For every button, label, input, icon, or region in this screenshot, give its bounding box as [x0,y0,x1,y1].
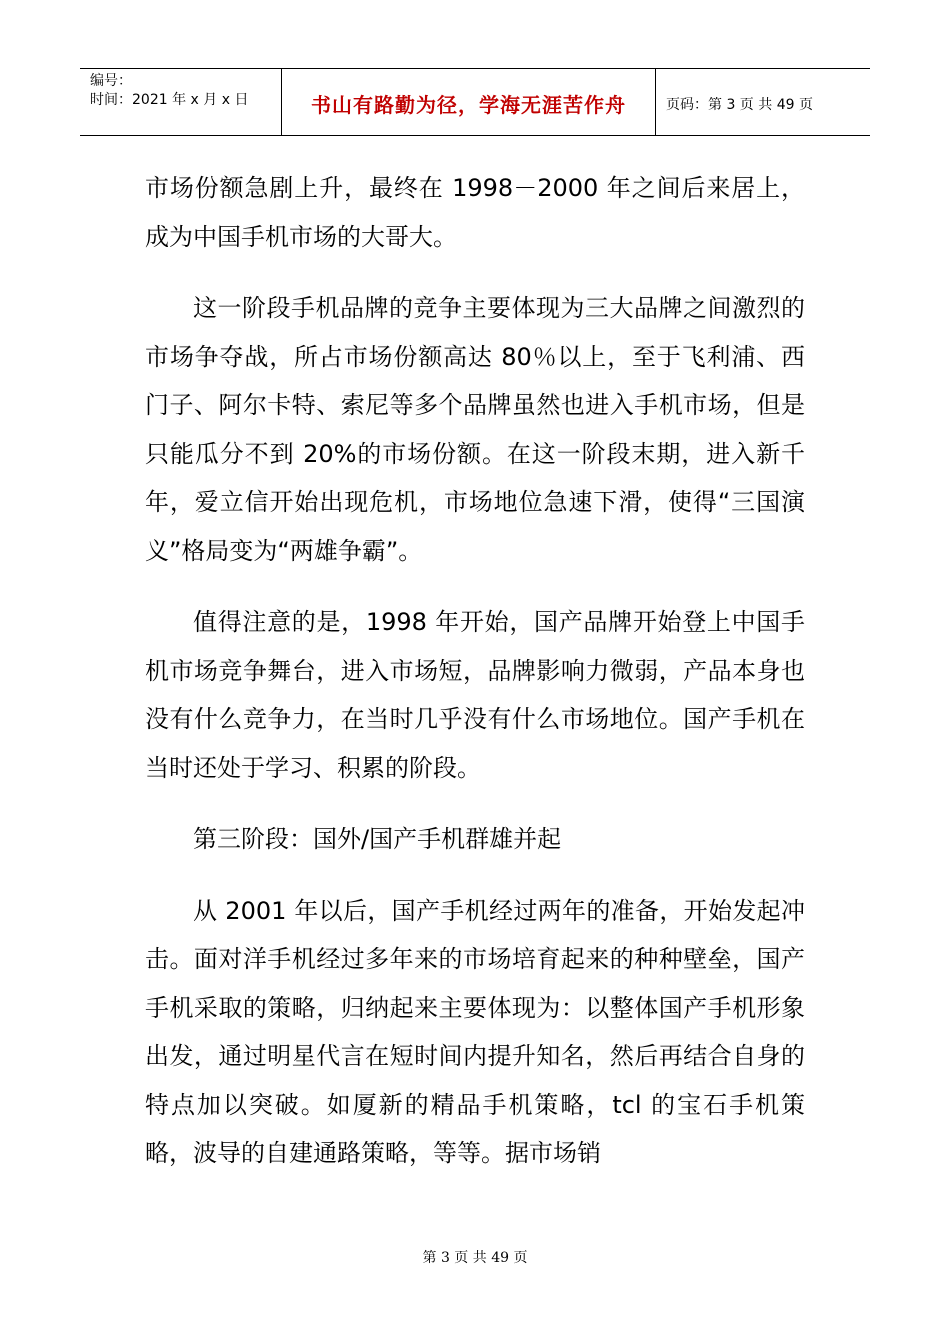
time-label: 时间：2021 年 x 月 x 日 [90,92,249,108]
header-table [80,68,870,136]
paragraph: 值得注意的是，1998 年开始，国产品牌开始登上中国手机市场竞争舞台，进入市场短，品牌影响力微弱，产品本身也没有什么竞争力，在当时几乎没有什么市场地位。国产手机在当时还处于学习、积累的阶段。 [145,608,805,782]
document-body [145,164,805,1178]
paragraph: 市场份额急剧上升，最终在 1998－2000 年之间后来居上，成为中国手机市场的大哥大。 [145,174,805,251]
header-divider [655,69,656,135]
section-heading: 第三阶段：国外/国产手机群雄并起 [193,825,562,853]
motto: 书山有路勤为径，学海无涯苦作舟 [311,93,626,117]
paragraph: 从 2001 年以后，国产手机经过两年的准备，开始发起冲击。面对洋手机经过多年来的市场培育起来的种种壁垒，国产手机采取的策略，归纳起来主要体现为：以整体国产手机形象出发，通过明星代言在短时间内提升知名，然后再结合自身的特点加以突破。如厦新的精品手机策略，tcl 的宝石手机策略，波导的自建通路策略，等等。据市场销 [145,896,805,1167]
header-meta [90,72,248,110]
number-label: 编号： [90,73,132,89]
header-page-info: 页码：第 3 页 共 49 页 [666,97,813,113]
paragraph: 这一阶段手机品牌的竞争主要体现为三大品牌之间激烈的市场争夺战，所占市场份额高达 80％以上，至于飞利浦、西门子、阿尔卡特、索尼等多个品牌虽然也进入手机市场，但是只能瓜分不到 20%的市场份额。在这一阶段末期，进入新千年，爱立信开始出现危机，市场地位急速下滑，使得“三国演义”格局变为“两雄争霸”。 [145,294,805,565]
page-footer: 第 3 页 共 49 页 [422,1250,528,1266]
